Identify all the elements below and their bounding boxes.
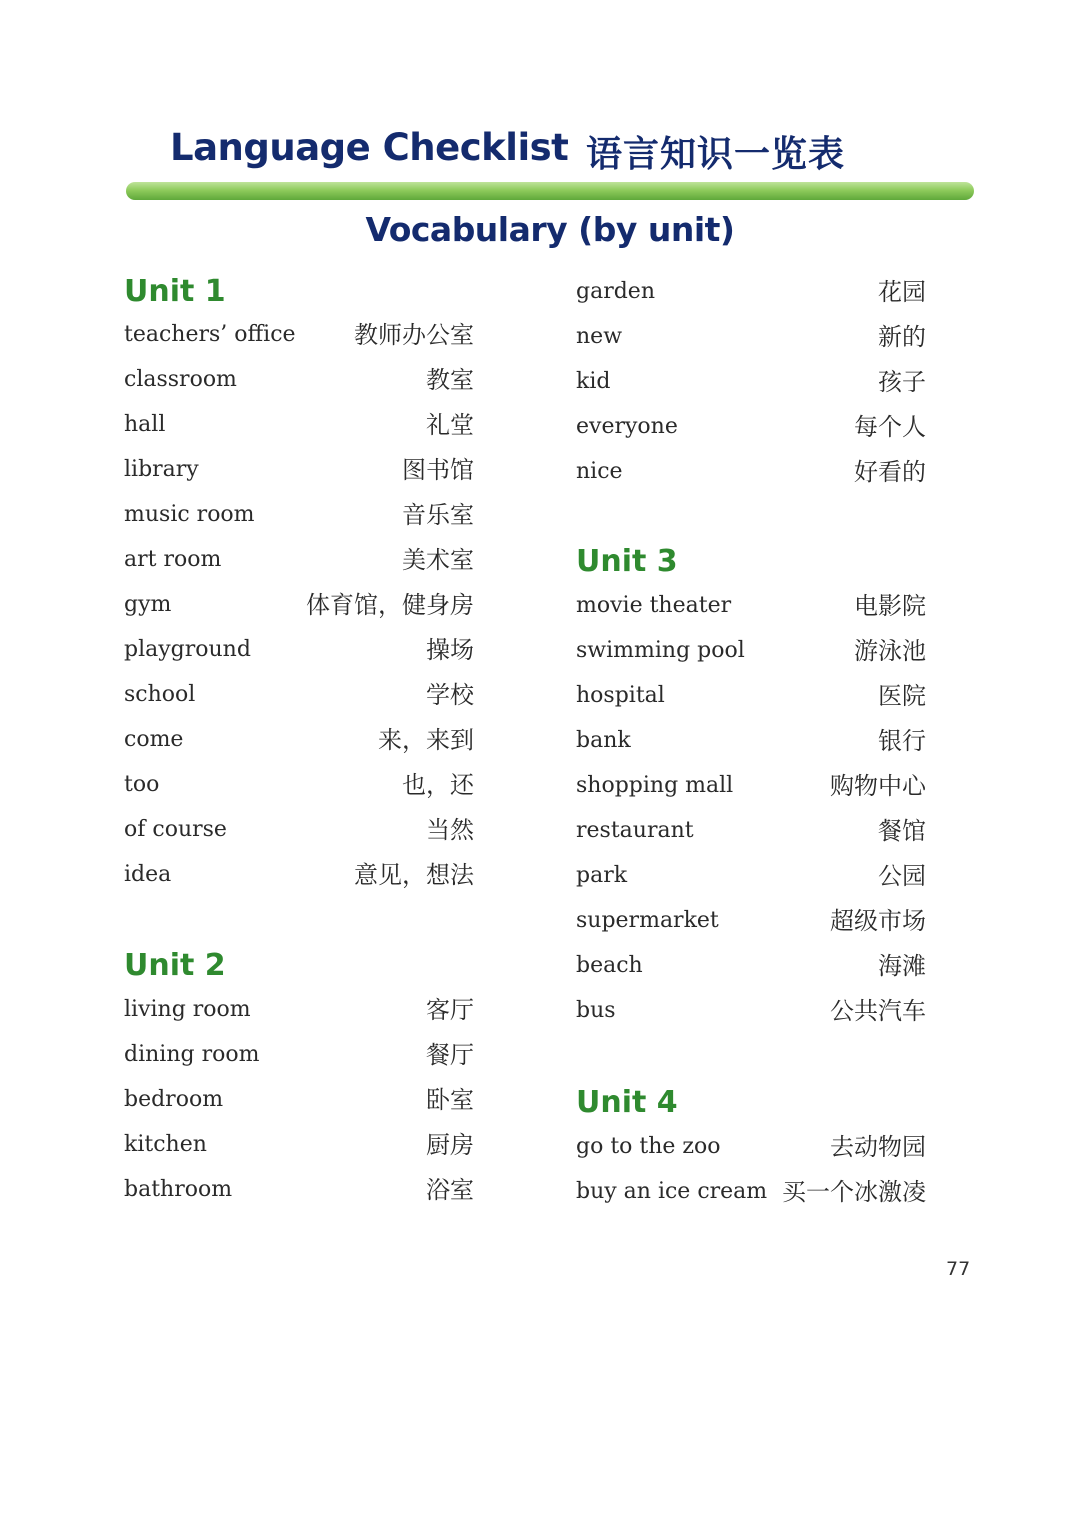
vocab-entry [124,765,474,805]
word-english: bus [576,998,616,1023]
vocab-entry [124,1035,474,1075]
word-english: teachers’ office [124,322,296,347]
word-chinese: 银行 [878,727,926,755]
word-english: supermarket [576,908,719,933]
word-chinese: 购物中心 [830,772,926,800]
word-english: dining room [124,1042,260,1067]
vocab-entry [124,675,474,715]
vocab-entry [124,630,474,670]
word-english: nice [576,459,623,484]
word-english: idea [124,862,172,887]
word-english: bathroom [124,1177,233,1202]
word-chinese: 礼堂 [426,411,474,439]
word-chinese: 每个人 [854,413,926,441]
vocab-entry [124,585,474,625]
vocab-entry [576,362,926,402]
title-divider [126,182,974,200]
vocab-entry [124,495,474,535]
word-chinese: 医院 [878,682,926,710]
word-chinese: 去动物园 [830,1133,926,1161]
vocab-entry [576,586,926,626]
vocab-entry [124,855,474,895]
word-english: shopping mall [576,773,734,798]
vocab-entry [576,991,926,1031]
word-english: school [124,682,196,707]
vocab-entry [576,452,926,492]
word-chinese: 卧室 [426,1086,474,1114]
word-english: restaurant [576,818,694,843]
word-english: living room [124,997,251,1022]
word-english: movie theater [576,593,732,618]
word-english: bedroom [124,1087,224,1112]
title-english: Language Checklist [170,126,569,169]
vocab-entry [124,810,474,850]
vocab-entry [576,721,926,761]
word-chinese: 好看的 [854,458,926,486]
word-english: swimming pool [576,638,745,663]
unit-heading: Unit 3 [576,544,678,579]
word-chinese: 学校 [426,681,474,709]
vocab-entry [124,450,474,490]
vocab-entry [576,272,926,312]
vocab-entry [576,811,926,851]
vocab-entry [124,990,474,1030]
word-english: art room [124,547,222,572]
vocab-entry [124,405,474,445]
word-chinese: 当然 [426,816,474,844]
word-chinese: 体育馆，健身房 [306,591,474,619]
word-english: buy an ice cream [576,1179,768,1204]
word-chinese: 电影院 [854,592,926,620]
word-english: beach [576,953,643,978]
word-english: playground [124,637,251,662]
word-english: everyone [576,414,678,439]
vocab-entry [124,1170,474,1210]
word-english: library [124,457,199,482]
word-chinese: 来，来到 [378,726,474,754]
vocab-entry [124,315,474,355]
page-header [0,122,1080,182]
word-english: of course [124,817,227,842]
word-english: hall [124,412,166,437]
vocab-entry [124,720,474,760]
word-english: come [124,727,184,752]
vocab-entry [124,360,474,400]
word-chinese: 新的 [878,323,926,351]
word-chinese: 公共汽车 [830,997,926,1025]
word-english: classroom [124,367,237,392]
word-english: kid [576,369,611,394]
word-chinese: 海滩 [878,952,926,980]
word-english: go to the zoo [576,1134,721,1159]
word-chinese: 意见，想法 [354,861,474,889]
word-chinese: 操场 [426,636,474,664]
word-chinese: 厨房 [426,1131,474,1159]
vocab-entry [576,901,926,941]
word-chinese: 美术室 [402,546,474,574]
title-chinese: 语言知识一览表 [586,133,846,175]
word-english: bank [576,728,631,753]
word-english: kitchen [124,1132,207,1157]
word-english: gym [124,592,172,617]
word-english: too [124,772,160,797]
vocab-entry [124,1080,474,1120]
word-chinese: 客厅 [426,996,474,1024]
unit-heading: Unit 1 [124,274,226,309]
vocab-entry [576,676,926,716]
word-chinese: 公园 [878,862,926,890]
word-chinese: 浴室 [426,1176,474,1204]
unit-heading: Unit 2 [124,948,226,983]
vocab-entry [124,540,474,580]
word-chinese: 教室 [426,366,474,394]
vocab-entry [576,766,926,806]
word-chinese: 餐馆 [878,817,926,845]
vocab-entry [576,317,926,357]
vocab-entry [576,856,926,896]
vocab-entry [576,631,926,671]
word-english: music room [124,502,255,527]
word-chinese: 花园 [878,278,926,306]
word-english: new [576,324,623,349]
word-chinese: 也，还 [402,771,474,799]
section-subtitle: Vocabulary (by unit) [365,210,735,249]
page-number: 77 [946,1258,971,1280]
word-chinese: 孩子 [878,368,926,396]
word-chinese: 教师办公室 [354,321,474,349]
vocab-entry [124,1125,474,1165]
unit-heading: Unit 4 [576,1085,678,1120]
word-chinese: 餐厅 [426,1041,474,1069]
vocab-entry [576,946,926,986]
word-chinese: 游泳池 [854,637,926,665]
word-english: hospital [576,683,665,708]
vocab-entry [576,407,926,447]
word-english: park [576,863,628,888]
word-chinese: 图书馆 [402,456,474,484]
word-chinese: 买一个冰激凌 [782,1178,926,1206]
vocab-entry [576,1172,926,1212]
word-chinese: 音乐室 [402,501,474,529]
word-english: garden [576,279,655,304]
vocab-entry [576,1127,926,1167]
word-chinese: 超级市场 [830,907,926,935]
